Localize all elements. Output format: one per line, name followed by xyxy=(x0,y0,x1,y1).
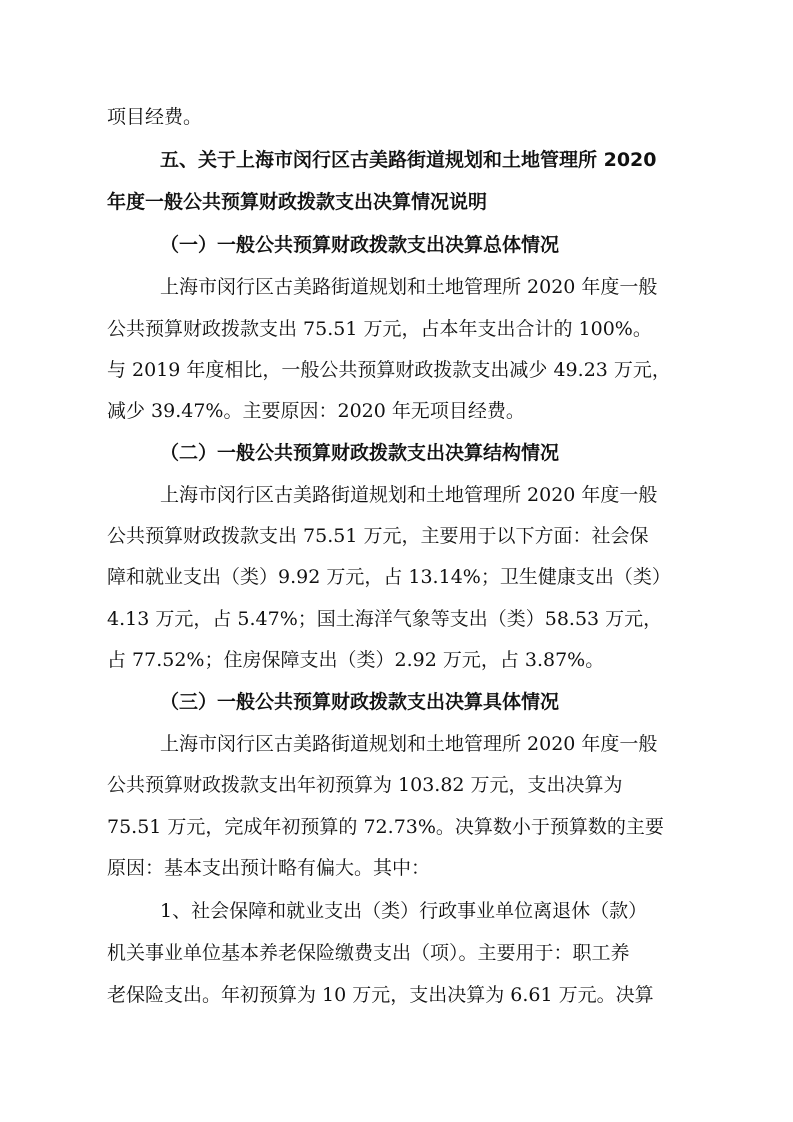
body-line: 1、社会保障和就业支出（类）行政事业单位离退休（款） xyxy=(160,900,648,922)
body-line: 公共预算财政拨款支出 75.51 万元，主要用于以下方面：社会保 xyxy=(107,525,649,547)
body-line: 项目经费。 xyxy=(107,106,203,128)
body-line: 75.51 万元，完成年初预算的 72.73%。决算数小于预算数的主要 xyxy=(107,816,664,838)
body-line: 机关事业单位基本养老保险缴费支出（项）。主要用于：职工养 xyxy=(107,942,630,964)
subsection-heading-1: （一）一般公共预算财政拨款支出决算总体情况 xyxy=(160,234,560,256)
section-heading: 五、关于上海市闵行区古美路街道规划和土地管理所 2020 xyxy=(160,149,657,171)
section-heading-continued: 年度一般公共预算财政拨款支出决算情况说明 xyxy=(107,191,488,213)
subsection-heading-3: （三）一般公共预算财政拨款支出决算具体情况 xyxy=(160,691,560,713)
subsection-heading-2: （二）一般公共预算财政拨款支出决算结构情况 xyxy=(160,442,560,464)
body-line: 公共预算财政拨款支出年初预算为 103.82 万元，支出决算为 xyxy=(107,774,623,796)
body-line: 减少 39.47%。主要原因：2020 年无项目经费。 xyxy=(107,400,525,422)
body-line: 上海市闵行区古美路街道规划和土地管理所 2020 年度一般 xyxy=(160,276,658,298)
body-line: 4.13 万元，占 5.47%；国土海洋气象等支出（类）58.53 万元， xyxy=(107,608,663,630)
body-line: 与 2019 年度相比，一般公共预算财政拨款支出减少 49.23 万元， xyxy=(107,359,671,381)
body-line: 公共预算财政拨款支出 75.51 万元，占本年支出合计的 100%。 xyxy=(107,318,652,340)
body-line: 上海市闵行区古美路街道规划和土地管理所 2020 年度一般 xyxy=(160,733,658,755)
body-line: 上海市闵行区古美路街道规划和土地管理所 2020 年度一般 xyxy=(160,484,658,506)
body-line: 原因：基本支出预计略有偏大。其中： xyxy=(107,857,431,879)
body-line: 障和就业支出（类）9.92 万元，占 13.14%；卫生健康支出（类） xyxy=(107,566,671,588)
body-line: 老保险支出。年初预算为 10 万元，支出决算为 6.61 万元。决算 xyxy=(107,984,654,1006)
body-line: 占 77.52%；住房保障支出（类）2.92 万元，占 3.87%。 xyxy=(107,649,605,671)
